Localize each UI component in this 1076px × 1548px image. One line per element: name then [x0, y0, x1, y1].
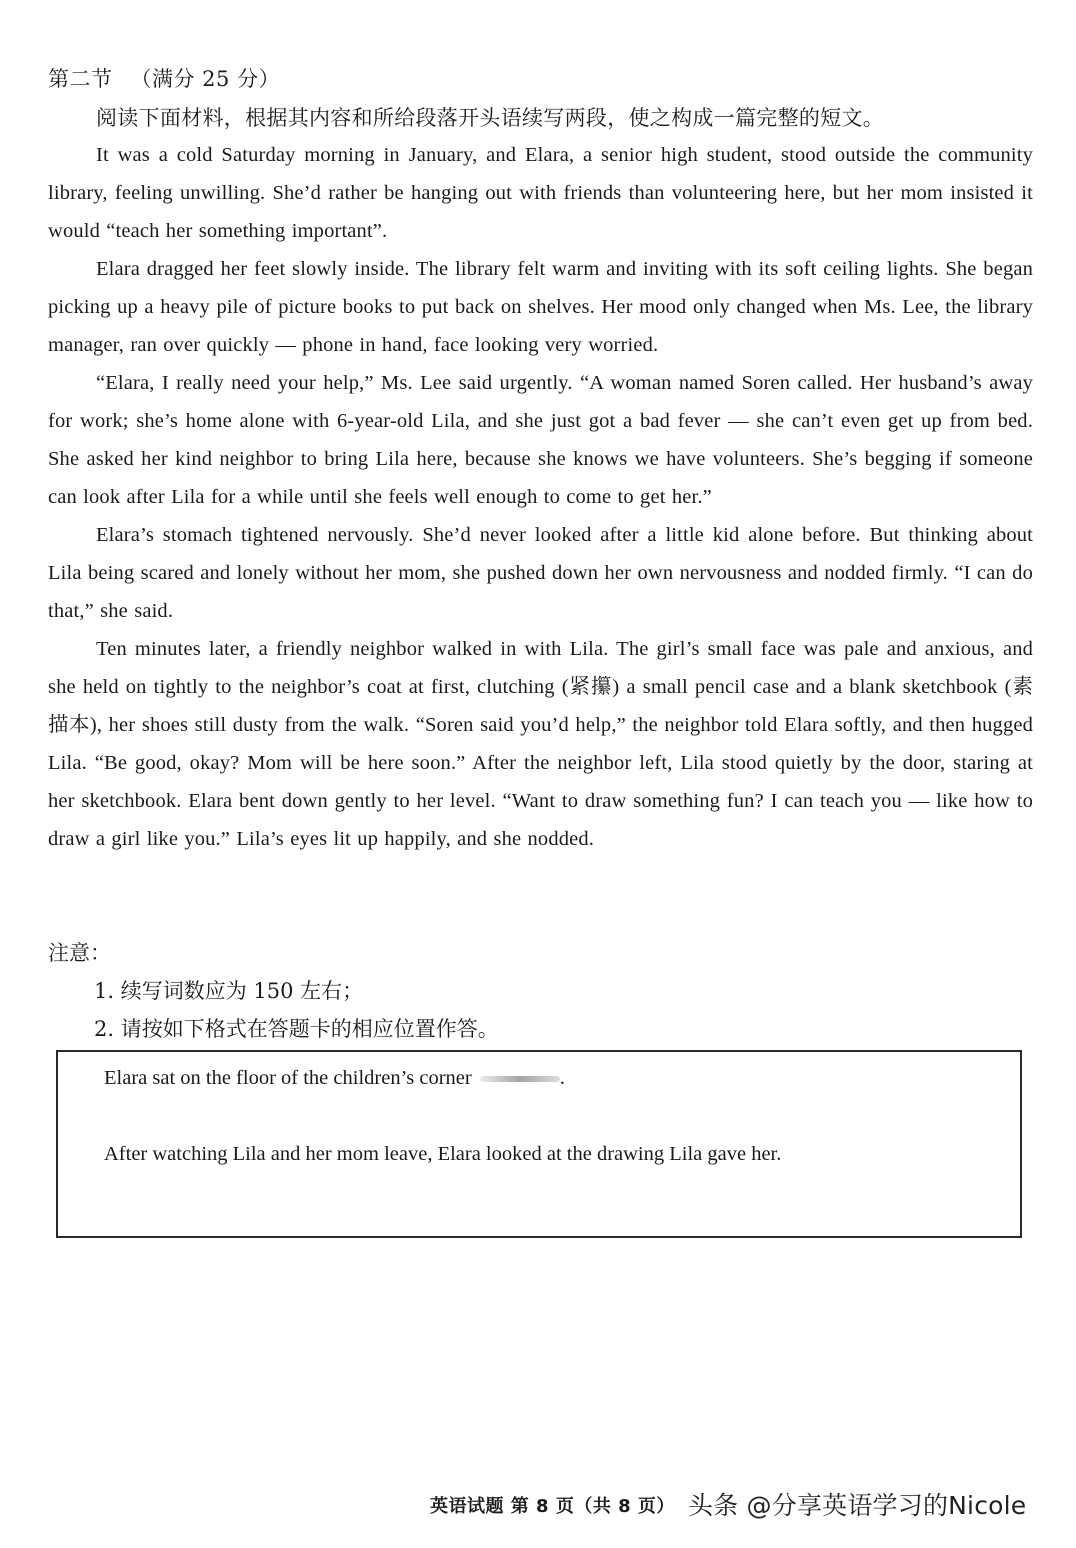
notes-section [48, 934, 499, 1048]
section-score: （满分 25 分） [130, 67, 281, 91]
passage-paragraph-4: Elara’s stomach tightened nervously. She’d never looked after a little kid alone before. But thinking about Lila being scared and lonely without her mom, she pushed down her own nervousness and nodded firmly. “I can do that,” she said. [48, 524, 1033, 622]
passage-paragraph-5: Ten minutes later, a friendly neighbor walked in with Lila. The girl’s small face was pale and anxious, and she held on tightly to the neighbor’s coat at first, clutching (紧攥) a small pencil case and a blank sketchbook (素描本), her shoes still dusty from the walk. “Soren said you’d help,” the neighbor told Elara softly, and then hugged Lila. “Be good, okay? Mom will be here soon.” After the neighbor left, Lila stood quietly by the door, staring at her sketchbook. Elara bent down gently to her level. “Want to draw something fun? I can teach you — like how to draw a girl like you.” Lila’s eyes lit up happily, and she nodded. [48, 638, 1033, 850]
answer-format-box [56, 1050, 1022, 1238]
answer-line-1-text: Elara sat on the floor of the children’s corner [104, 1067, 472, 1089]
notes-heading: 注意： [48, 941, 111, 965]
reading-passage [48, 136, 1033, 858]
passage-paragraph-3: “Elara, I really need your help,” Ms. Lee said urgently. “A woman named Soren called. Her husband’s away for work; she’s home alone with 6-year-old Lila, and she just got a bad fever — she can’t even get up from bed. She asked her kind neighbor to bring Lila here, because she knows we have volunteers. She’s begging if someone can look after Lila for a while until she feels well enough to come to get her.” [48, 372, 1033, 508]
passage-paragraph-2: Elara dragged her feet slowly inside. The library felt warm and inviting with its soft ceiling lights. She began picking up a heavy pile of picture books to put back on shelves. Her mood only changed when Ms. Lee, the library manager, ran over quickly — phone in hand, face looking very worried. [48, 258, 1033, 356]
blurred-redaction-mark [480, 1076, 560, 1082]
note-item-1: 1. 续写词数应为 150 左右； [94, 979, 364, 1003]
answer-line-1-end: . [559, 1067, 565, 1089]
section-title [48, 64, 280, 94]
watermark-text: 头条 @分享英语学习的Nicole [688, 1491, 1027, 1520]
answer-opening-line-2: After watching Lila and her mom leave, Elara looked at the drawing Lila gave her. [104, 1143, 782, 1165]
answer-opening-line-1 [104, 1064, 565, 1092]
page-footer: 英语试题 第 8 页（共 8 页） [430, 1496, 675, 1517]
note-item-2: 2. 请按如下格式在答题卡的相应位置作答。 [94, 1017, 499, 1041]
section-title-label: 第二节 [48, 67, 113, 91]
passage-paragraph-1: It was a cold Saturday morning in January, and Elara, a senior high student, stood outside the community library, feeling unwilling. She’d rather be hanging out with friends than volunteering here, but her mom insisted it would “teach her something important”. [48, 144, 1033, 242]
instruction-text: 阅读下面材料，根据其内容和所给段落开头语续写两段，使之构成一篇完整的短文。 [96, 106, 885, 130]
